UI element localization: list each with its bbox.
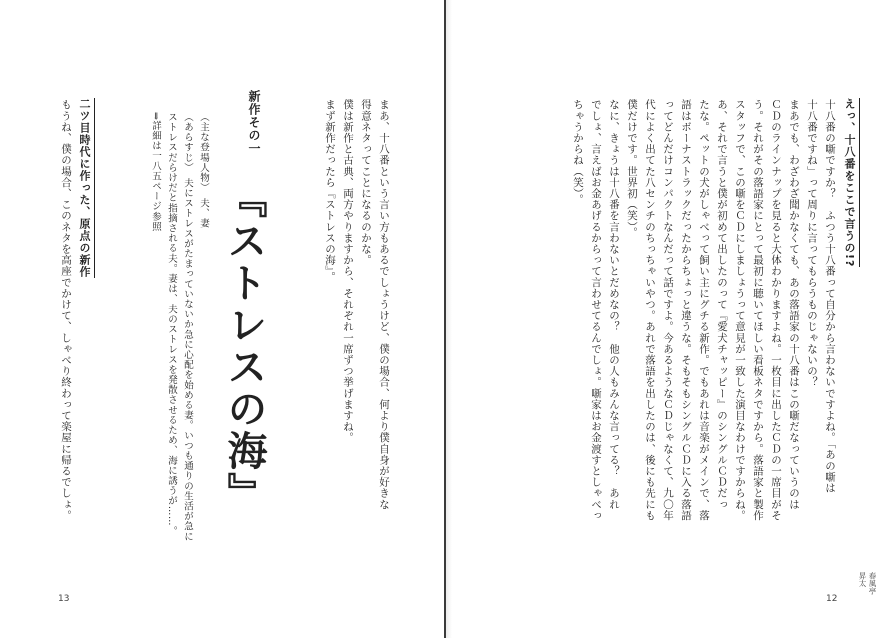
subheading: 二ツ目時代に作った、原点の新作 xyxy=(76,98,95,278)
text-column: 得意ネタってことになるのかな。 xyxy=(360,99,372,266)
running-head-line: 昇太 xyxy=(858,572,867,587)
text-column: （あらすじ） 夫にストレスがたまっていないか急に心配を始める妻。いつも通りの生活が急に xyxy=(182,112,193,542)
text-column: まあ、十八番という言い方もあるでしょうけど、僕の場合、何より僕自身が好きな xyxy=(378,99,390,510)
text-column: ストレスだらけだと指摘される夫。妻は、夫のストレスを発散させるため、海に誘うが……。 xyxy=(166,112,177,537)
section-label: 新作その一 xyxy=(247,90,261,155)
text-column: もうね、僕の場合、このネタを高座でかけて、しゃべり終わって楽屋に帰るでしょ。 xyxy=(60,99,72,521)
text-column: （主な登場人物） 夫、妻 xyxy=(198,112,209,229)
text-column: 十八番の噺ですか？ ふつう十八番って自分から言わないですよね。「あの噺は xyxy=(824,99,836,494)
gutter-shadow xyxy=(446,0,452,638)
running-head-line: 春風亭 xyxy=(868,572,877,595)
text-column: 代によく出てた八センチのちっちゃいやつ。あれで落語を出したのは、後にも先にも xyxy=(644,99,656,521)
story-title: 『ストレスの海』 xyxy=(221,178,267,514)
page-number: 13 xyxy=(58,594,70,604)
text-column: ちゃうからね（笑）。 xyxy=(572,99,584,205)
text-column: ⇒詳細は一八五ページ参照 xyxy=(150,112,161,232)
section-heading: えっ、十八番をここで言うの!? xyxy=(841,98,860,267)
text-column: なに、きょうは十八番を言わないとだめなの？ 他の人もみんな言ってる？ あれ xyxy=(608,99,620,510)
text-column: 僕だけです。世界初（笑）。 xyxy=(626,99,638,239)
text-column: あ、それで言うと僕が初めて出したのって『愛犬チャッピー』のシングルＣＤだっ xyxy=(716,99,728,510)
page-number: 12 xyxy=(826,594,838,604)
text-column: う。それがその落語家にとって最初に聴いてほしい看板ネタですから。落語家と製作 xyxy=(752,99,764,521)
text-column: 十八番ですね」って周りに言ってもらうものじゃないの？ xyxy=(806,99,818,388)
running-head xyxy=(868,572,877,595)
text-column: ＣＤのラインナップを見ると大体わかりますよね。一枚目に出したＣＤの一席目がそ xyxy=(770,99,782,521)
text-column: 僕は新作と古典、両方やりますから、それぞれ一席ずつ挙げますね。 xyxy=(342,99,354,444)
text-column: 語はボーナストラックだったからちょっと違うな。そもそもシングルＣＤに入る落語 xyxy=(680,99,692,521)
text-column: でしょ、言えばお金あげるからって言わせてるんでしょ。噺家はお金渡すとしゃべっ xyxy=(590,99,602,521)
text-column: まあでも、わざわざ聞かなくても、あの落語家の十八番はこの噺だなっていうのは xyxy=(788,99,800,510)
page-12 xyxy=(446,0,892,638)
running-head xyxy=(858,572,867,587)
page-13 xyxy=(0,0,445,638)
text-column: たな。ペットの犬がしゃべって飼い主にグチる新作。でもあれは音楽がメインで、落 xyxy=(698,99,710,521)
text-column: まず新作だったら『ストレスの海』。 xyxy=(324,99,336,283)
text-column: スタッフで、この噺をＣＤにしましょうって意見が一致した演目なわけですからね。 xyxy=(734,99,746,521)
text-column: ってどんだけコンパクトなんだって話ですよ。今あるようなＣＤじゃなくて、九〇年 xyxy=(662,99,674,521)
